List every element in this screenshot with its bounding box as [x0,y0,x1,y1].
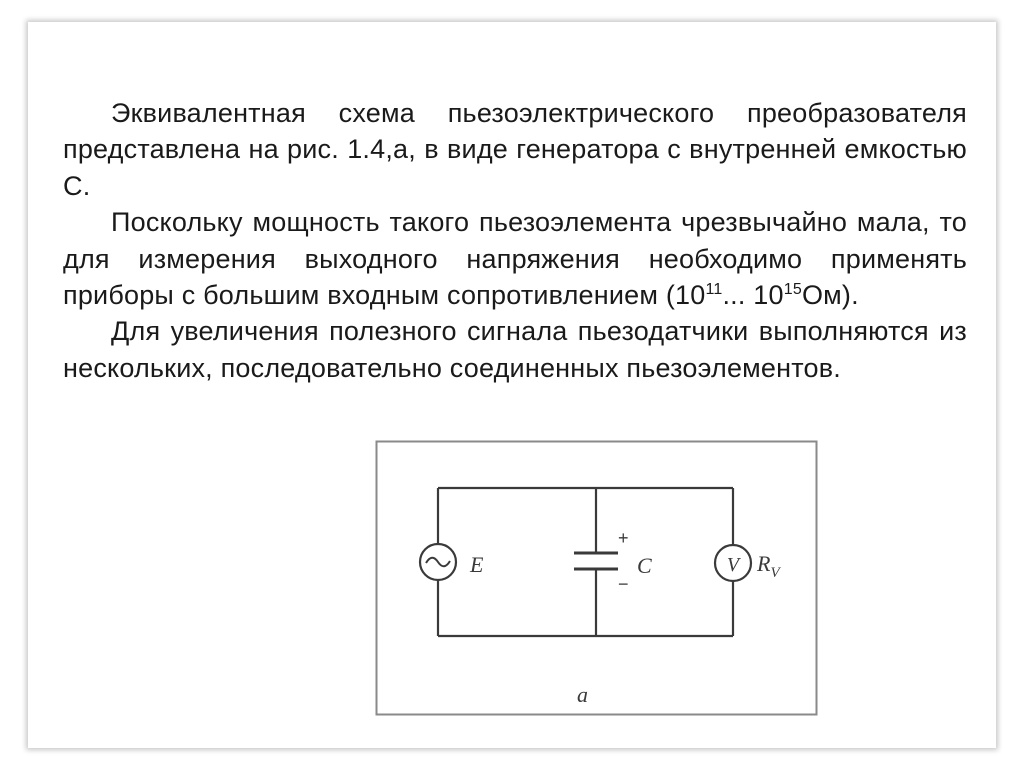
paragraph-2 [63,204,967,313]
paragraph-1 [63,95,967,204]
meter-resistance-main: R [757,551,771,576]
capacitor-minus: − [618,574,629,594]
paragraph-3 [63,313,967,386]
source-label: E [470,552,484,577]
paragraph-1-text: Эквивалентная схема пьезоэлектрического преобразователя представлена на рис. 1.4,а, в виде генератора с внутренней емкостью С. [63,98,967,201]
paragraph-3-text: Для увеличения полезного сигнала пьезодатчики выполняются из нескольких, последовательно соединенных пьезоэлементов. [63,316,967,383]
paragraph-2-unit: Ом). [801,280,859,311]
capacitor-plus: + [618,528,629,548]
circuit-figure [375,440,818,716]
circuit-diagram [375,440,818,716]
voltmeter-symbol: V [726,554,740,576]
ac-source-icon [420,544,456,580]
paragraph-2-text: Поскольку мощность такого пьезоэлемента чрезвычайно мала, то для измерения выходного напряжения необходимо применять приборы с большим входным сопротивлением (10 [63,207,967,311]
paragraph-2-ellipsis: ... 10 [722,280,784,311]
meter-resistance-sub: V [770,565,780,581]
capacitor-label: C [637,553,652,578]
superscript-15: 15 [783,281,802,299]
figure-caption: а [577,682,588,707]
superscript-11: 11 [705,281,723,299]
slide-text [63,95,967,386]
